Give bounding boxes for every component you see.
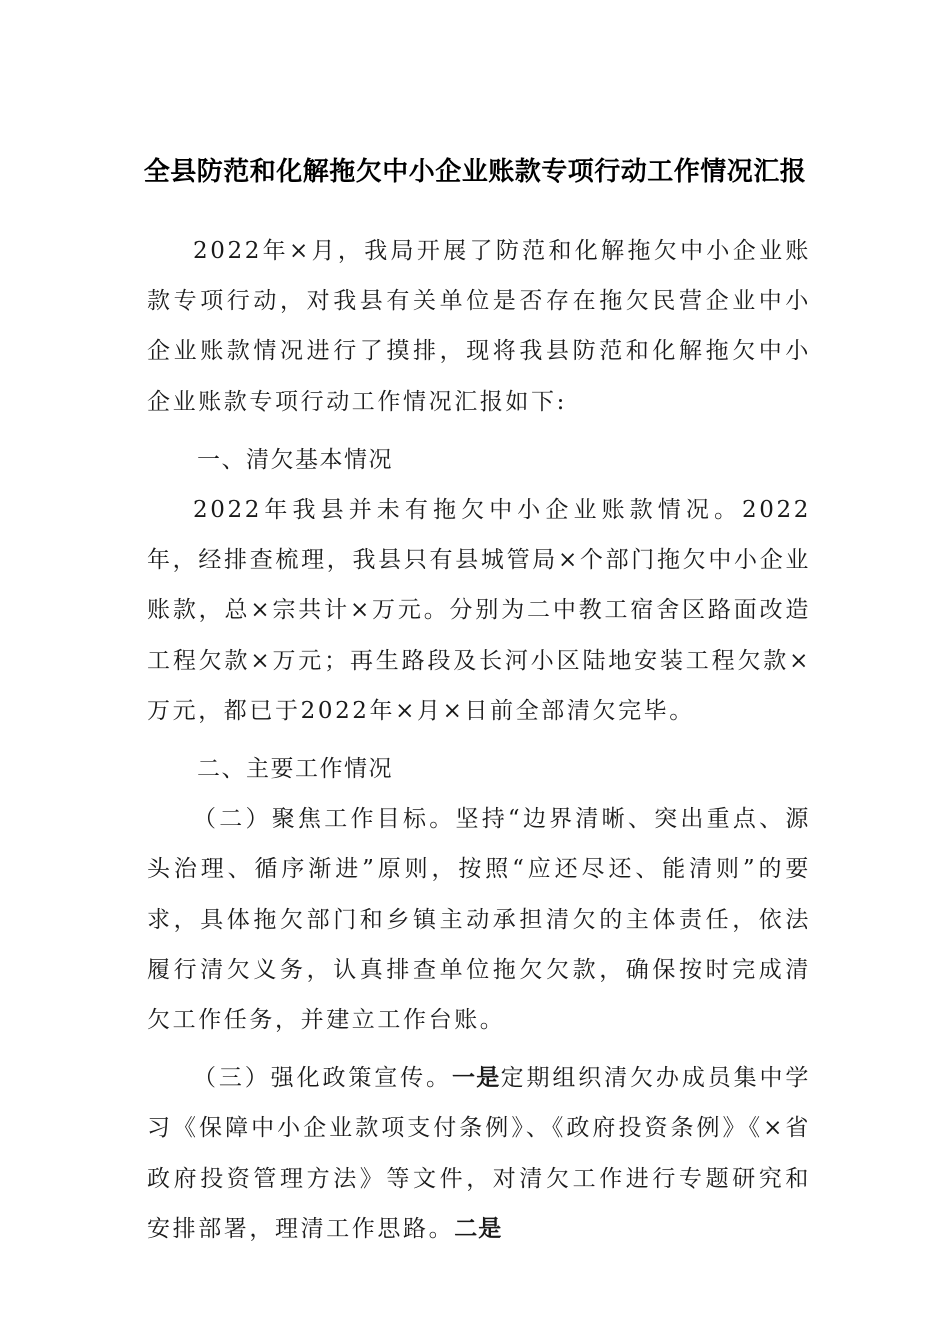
- section-heading-2: 二、主要工作情况: [197, 756, 393, 783]
- item3-prefix: （三）强化政策宣传。: [193, 1065, 452, 1092]
- intro-paragraph: 2022年×月，我局开展了防范和化解拖欠中小企业账款专项行动，对我县有关单位是否存在拖欠民营企业中小企业账款情况进行了摸排，现将我县防范和化解拖欠中小企业账款专项行动工作情况汇报如下:: [147, 238, 811, 415]
- document-title: 全县防范和化解拖欠中小企业账款专项行动工作情况汇报: [143, 157, 807, 187]
- section2-item3-paragraph: [147, 1053, 811, 1254]
- item3-body: 定期组织清欠办成员集中学习《保障中小企业款项支付条例》、《政府投资条例》《×省政府投资管理方法》等文件，对清欠工作进行专题研究和安排部署，理清工作思路。: [147, 1065, 812, 1242]
- item3-lead-one: 一是: [451, 1065, 501, 1092]
- item3-lead-two: 二是: [454, 1215, 503, 1242]
- section-heading-1: 一、清欠基本情况: [197, 446, 393, 473]
- document-body: [147, 226, 811, 1254]
- section1-paragraph: 2022年我县并未有拖欠中小企业账款情况。2022年，经排查梳理，我县只有县城管局×个部门拖欠中小企业账款，总×宗共计×万元。分别为二中教工宿舍区路面改造工程欠款×万元；再生路段及长河小区陆地安装工程欠款×万元，都已于2022年×月×日前全部清欠完毕。: [147, 497, 811, 724]
- section2-item2-paragraph: （二）聚焦工作目标。坚持“边界清晰、突出重点、源头治理、循序渐进”原则，按照“应还尽还、能清则”的要求，具体拖欠部门和乡镇主动承担清欠的主体责任，依法履行清欠义务，认真排查单位拖欠欠款，确保按时完成清欠工作任务，并建立工作台账。: [147, 806, 811, 1034]
